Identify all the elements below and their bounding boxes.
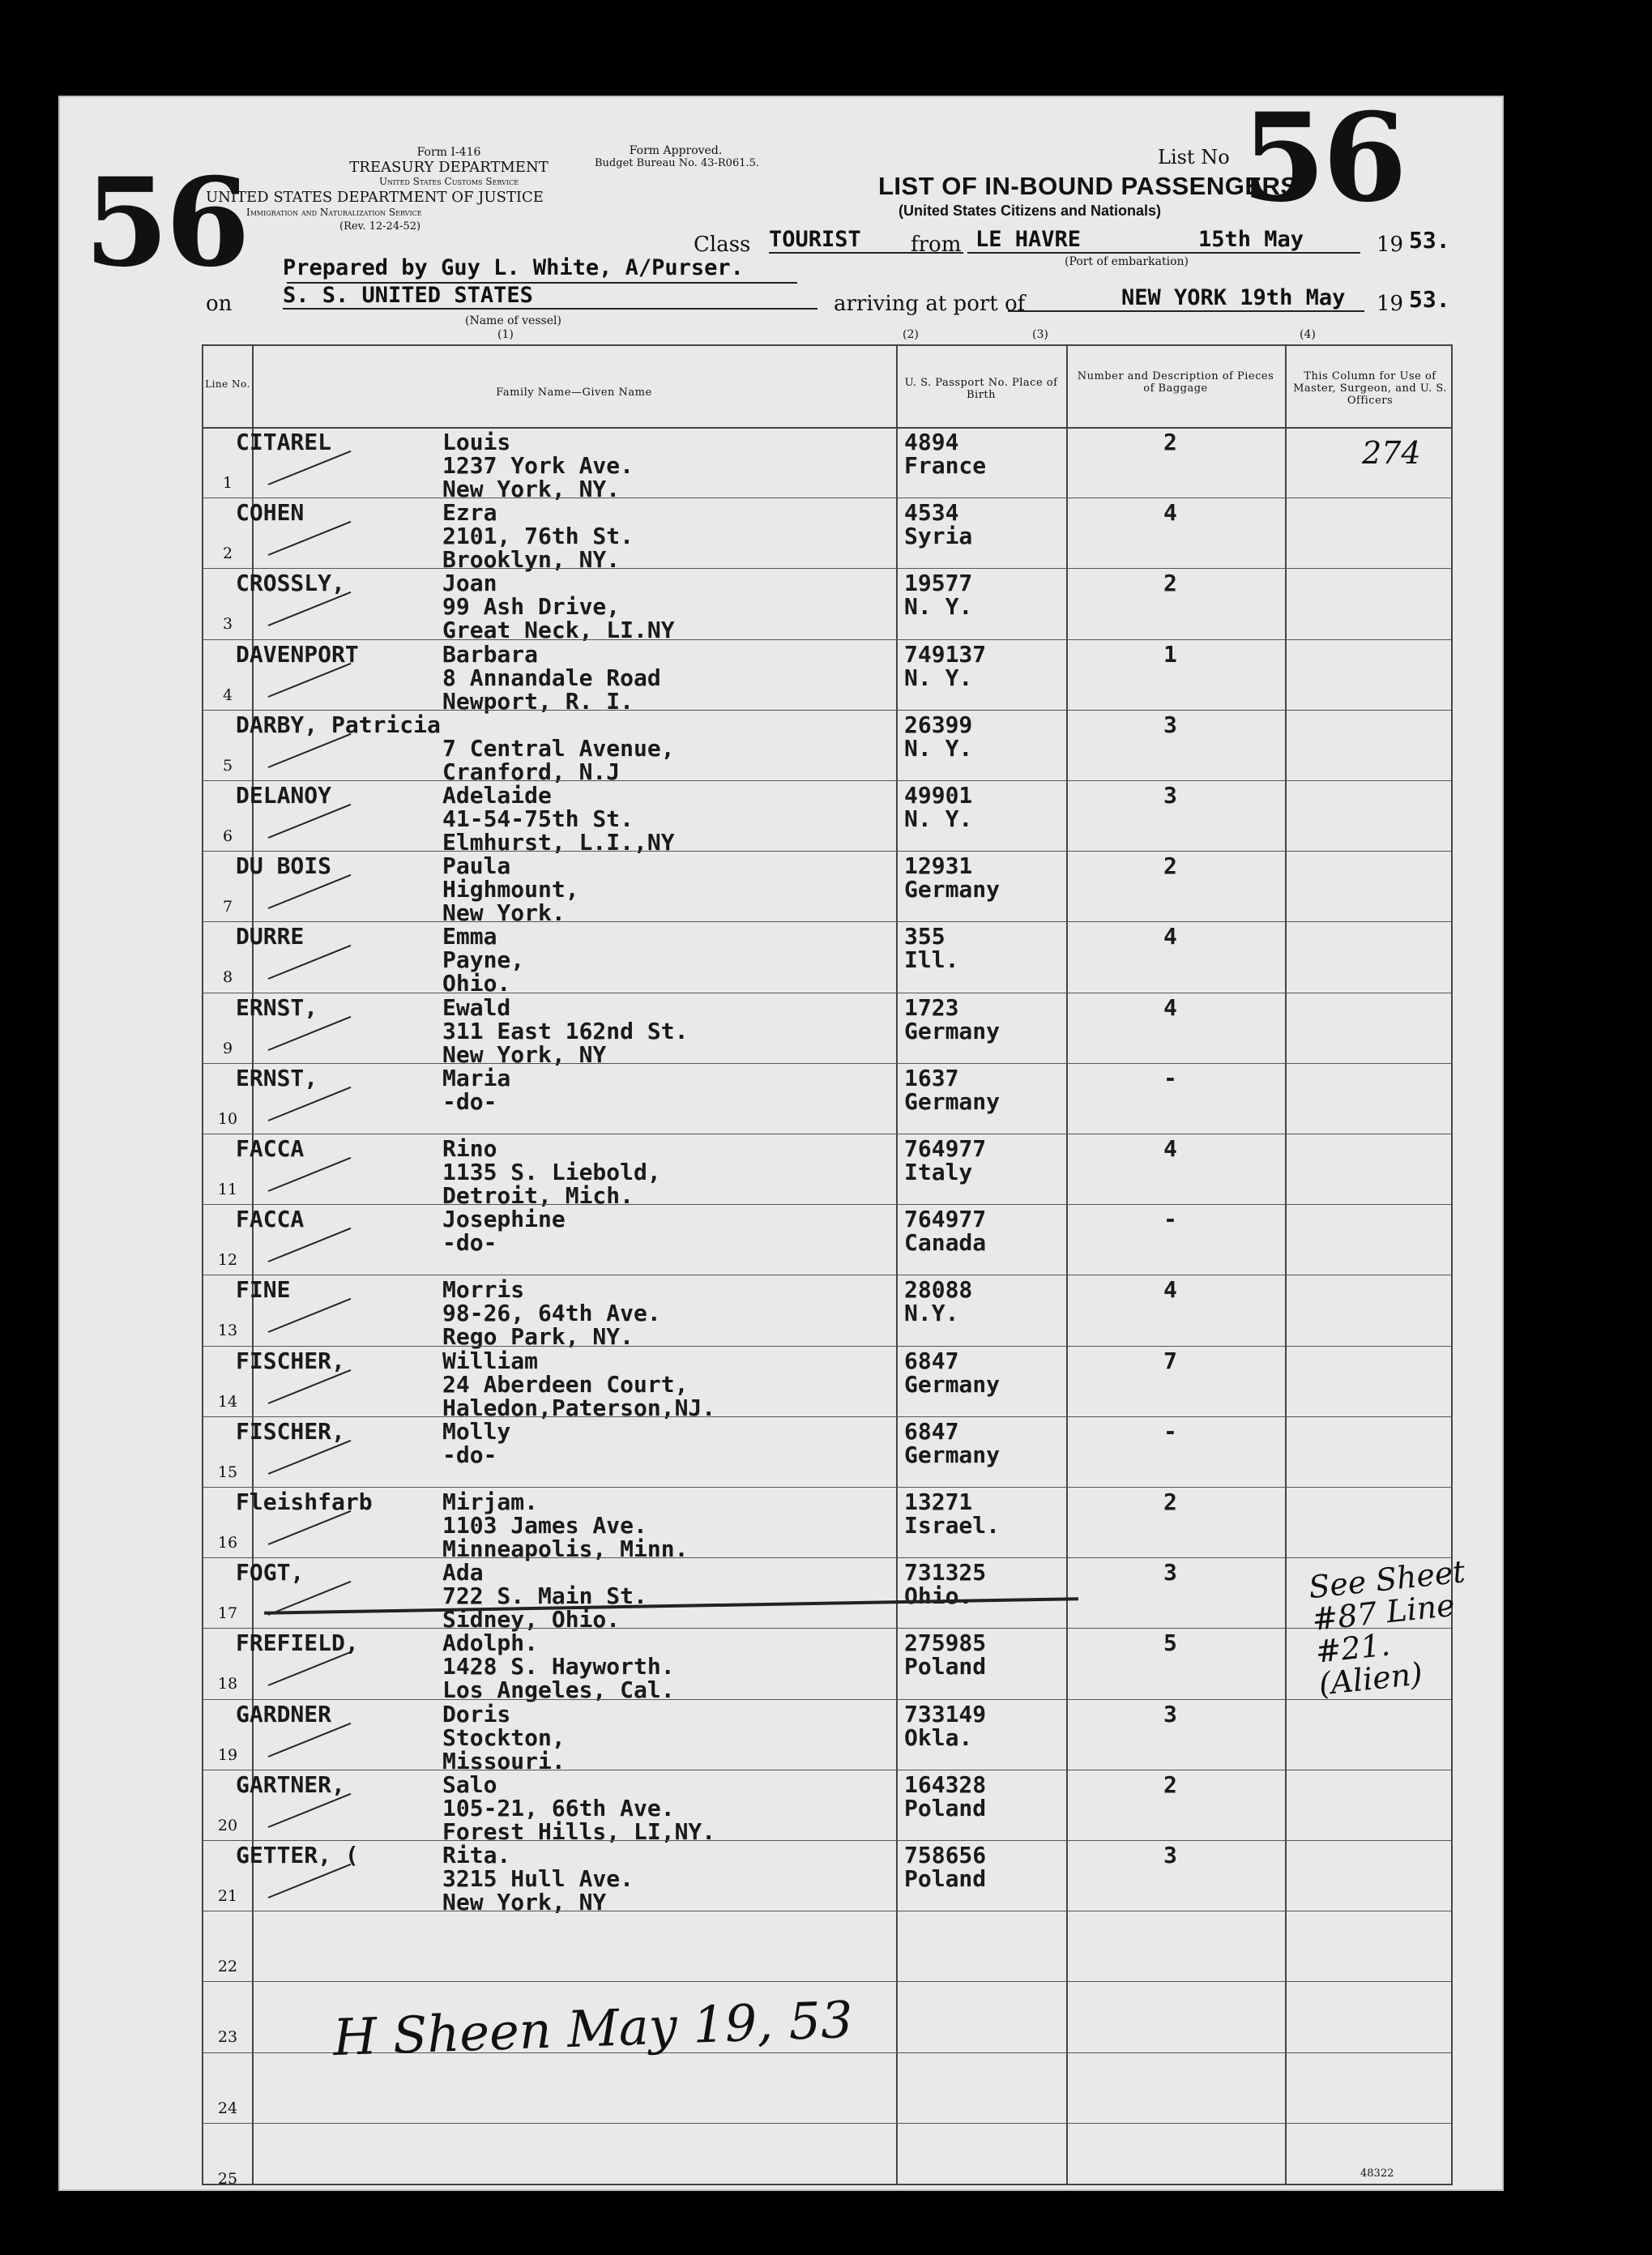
passport-number: 49901 xyxy=(904,782,973,809)
given-name: Molly xyxy=(442,1417,511,1445)
column-1-caption: (1) xyxy=(497,328,514,341)
line-number: 16 xyxy=(217,1534,238,1552)
address-line-1: 98-26, 64th Ave. xyxy=(442,1300,661,1327)
passport-number: 6847 xyxy=(904,1417,959,1445)
address-line-2: Elmhurst, L.I.,NY xyxy=(442,829,675,856)
port-caption: (Port of embarkation) xyxy=(1065,255,1189,268)
family-name: DAVENPORT xyxy=(236,640,359,668)
family-name: GARTNER, xyxy=(236,1770,345,1798)
vessel-caption: (Name of vessel) xyxy=(465,314,561,327)
address-line-1: 41-54-75th St. xyxy=(442,805,634,832)
given-name: Ada xyxy=(442,1559,484,1587)
baggage-count: 4 xyxy=(1163,1135,1177,1162)
check-mark xyxy=(268,1228,352,1262)
family-name: CITAREL xyxy=(236,429,332,455)
class-value: TOURIST xyxy=(769,227,963,254)
check-mark xyxy=(268,1651,352,1686)
form-revision: (Rev. 12-24-52) xyxy=(339,220,421,233)
passport-number: 12931 xyxy=(904,852,973,880)
col-header-officers: This Column for Use of Master, Surgeon, and U. S. Officers xyxy=(1293,370,1447,407)
given-name: Ezra xyxy=(442,499,497,527)
embark-port: LE HAVRE xyxy=(967,227,1194,254)
family-name: FOGT, xyxy=(236,1559,305,1587)
given-name: Doris xyxy=(442,1700,511,1728)
place-of-birth: N.Y. xyxy=(904,1300,959,1327)
address-line-1: 1135 S. Liebold, xyxy=(442,1159,661,1185)
line-number: 20 xyxy=(217,1816,238,1834)
family-name: CROSSLY, xyxy=(236,570,345,597)
class-label: Class xyxy=(694,233,751,257)
line-number: 1 xyxy=(222,474,233,492)
family-name: FISCHER, xyxy=(236,1347,345,1374)
baggage-count: 7 xyxy=(1163,1347,1177,1374)
line-number: 8 xyxy=(222,968,233,987)
address-line-2: Forest Hills, LI,NY. xyxy=(442,1817,716,1845)
line-number: 4 xyxy=(222,685,233,704)
address-line-1: -do- xyxy=(442,1087,497,1115)
address-line-2: Sidney, Ohio. xyxy=(442,1606,621,1634)
place-of-birth: Israel. xyxy=(904,1512,1001,1539)
given-name: Rita. xyxy=(442,1842,511,1868)
baggage-count: 2 xyxy=(1163,429,1177,455)
row-divider xyxy=(203,921,1451,922)
family-name: FACCA xyxy=(236,1206,305,1233)
family-name: Fleishfarb xyxy=(236,1488,373,1515)
baggage-count: - xyxy=(1163,1417,1177,1445)
address-line-2: Brooklyn, NY. xyxy=(442,546,621,574)
budget-bureau: Budget Bureau No. 43-R061.5. xyxy=(595,157,760,169)
line-number: 2 xyxy=(222,545,233,563)
immigration-service: Immigration and Naturalization Service xyxy=(246,207,422,218)
form-code: 48322 xyxy=(1360,2167,1394,2180)
on-label: on xyxy=(206,292,233,316)
given-name: Morris xyxy=(442,1276,525,1304)
given-name: Emma xyxy=(442,923,497,950)
family-name: FREFIELD, xyxy=(236,1629,359,1657)
col-header-baggage: Number and Description of Pieces of Baggage xyxy=(1077,370,1274,395)
check-mark xyxy=(268,1510,352,1545)
passport-number: 6847 xyxy=(904,1347,959,1374)
place-of-birth: Canada xyxy=(904,1229,987,1257)
given-name: Paula xyxy=(442,852,511,880)
given-name: Josephine xyxy=(442,1206,566,1233)
address-line-1: 8 Annandale Road xyxy=(442,664,661,691)
address-line-2: Minneapolis, Minn. xyxy=(442,1535,689,1562)
arrival-year-prefix: 19 xyxy=(1377,292,1404,316)
treasury-dept: TREASURY DEPARTMENT xyxy=(349,159,549,176)
column-divider xyxy=(1285,346,1287,2184)
arriving-label: arriving at port of xyxy=(834,292,1026,316)
form-approved: Form Approved. xyxy=(629,144,723,157)
baggage-count: 4 xyxy=(1163,923,1177,950)
row-divider xyxy=(203,851,1451,852)
address-line-1: 24 Aberdeen Court, xyxy=(442,1370,689,1398)
baggage-count: 3 xyxy=(1163,1700,1177,1728)
line-number: 9 xyxy=(222,1039,233,1057)
check-mark xyxy=(268,1864,352,1898)
baggage-count: 3 xyxy=(1163,782,1177,809)
check-mark xyxy=(268,1369,352,1403)
place-of-birth: Germany xyxy=(904,1370,1001,1398)
row-divider xyxy=(203,1204,1451,1205)
place-of-birth: Poland xyxy=(904,1794,987,1822)
family-name: FACCA xyxy=(236,1135,305,1162)
row-divider xyxy=(203,639,1451,640)
family-name: DURRE xyxy=(236,923,305,950)
form-title: LIST OF IN-BOUND PASSENGERS xyxy=(878,172,1298,200)
address-line-2: Rego Park, NY. xyxy=(442,1323,634,1351)
baggage-count: 2 xyxy=(1163,1488,1177,1515)
address-line-1: 722 S. Main St. xyxy=(442,1582,647,1610)
check-mark xyxy=(268,945,352,980)
passport-number: 731325 xyxy=(904,1559,987,1587)
check-mark xyxy=(268,1793,352,1828)
form-subtitle: (United States Citizens and Nationals) xyxy=(899,203,1162,219)
address-line-1: -do- xyxy=(442,1441,497,1468)
col-header-line: Line No. xyxy=(205,378,250,390)
place-of-birth: Italy xyxy=(904,1159,973,1185)
given-name: William xyxy=(442,1347,539,1374)
from-label: from xyxy=(911,233,962,257)
line-number: 11 xyxy=(217,1181,238,1198)
passport-number: 749137 xyxy=(904,640,987,668)
address-line-1: Highmount, xyxy=(442,876,579,903)
family-name: FISCHER, xyxy=(236,1417,345,1445)
family-name: DARBY, Patricia xyxy=(236,711,441,738)
line-number: 10 xyxy=(217,1109,238,1128)
given-name: Rino xyxy=(442,1135,497,1162)
prepared-by: Prepared by Guy L. White, A/Purser. xyxy=(283,255,744,280)
place-of-birth: N. Y. xyxy=(904,734,973,762)
line-number: 12 xyxy=(217,1251,238,1270)
form-number: Form I-416 xyxy=(416,146,481,159)
vessel-name: S. S. UNITED STATES xyxy=(283,283,817,310)
check-mark xyxy=(268,1440,352,1475)
arrival-port-date: NEW YORK 19th May xyxy=(1008,285,1364,312)
line-number: 5 xyxy=(222,756,233,775)
address-line-1: Stockton, xyxy=(442,1723,566,1751)
passport-number: 28088 xyxy=(904,1276,973,1304)
list-no-label: List No xyxy=(1158,146,1230,169)
justice-dept: UNITED STATES DEPARTMENT OF JUSTICE xyxy=(206,189,544,206)
baggage-count: - xyxy=(1163,1064,1177,1091)
baggage-count: 3 xyxy=(1163,711,1177,738)
passenger-list-sheet xyxy=(58,87,1504,2191)
check-mark xyxy=(268,521,352,556)
family-name: GETTER, ( xyxy=(236,1842,359,1868)
address-line-2: New York, NY xyxy=(442,1889,607,1915)
line-number: 24 xyxy=(217,2099,238,2117)
row-divider xyxy=(203,780,1451,781)
row-divider xyxy=(203,1063,1451,1064)
line-number: 3 xyxy=(222,615,233,634)
check-mark xyxy=(268,733,352,768)
check-mark xyxy=(268,451,352,485)
line-number: 17 xyxy=(217,1604,238,1623)
baggage-count: 2 xyxy=(1163,570,1177,597)
given-name: Louis xyxy=(442,429,511,455)
address-line-2: Detroit, Mich. xyxy=(442,1182,634,1209)
baggage-count: 2 xyxy=(1163,1770,1177,1798)
place-of-birth: Okla. xyxy=(904,1723,973,1751)
row-divider xyxy=(203,427,1451,429)
place-of-birth: N. Y. xyxy=(904,593,973,621)
baggage-count: 5 xyxy=(1163,1629,1177,1657)
given-name: Barbara xyxy=(442,640,539,668)
address-line-1: Payne, xyxy=(442,946,525,974)
line-number: 15 xyxy=(217,1463,238,1481)
baggage-count: 4 xyxy=(1163,1276,1177,1304)
address-line-2: Great Neck, LI.NY xyxy=(442,617,675,644)
given-name: Salo xyxy=(442,1770,497,1798)
alien-sheet-note: See Sheet #87 Line #21. (Alien) xyxy=(1307,1553,1467,1702)
baggage-count: 3 xyxy=(1163,1559,1177,1587)
column-divider xyxy=(1066,346,1068,2184)
address-line-1: 1237 York Ave. xyxy=(442,452,634,479)
family-name: FINE xyxy=(236,1276,291,1304)
given-name: Mirjam. xyxy=(442,1488,539,1515)
address-line-1: 1103 James Ave. xyxy=(442,1512,647,1539)
line-number: 22 xyxy=(217,1958,238,1976)
baggage-count: 2 xyxy=(1163,852,1177,880)
year-prefix: 19 xyxy=(1377,233,1404,257)
place-of-birth: Ill. xyxy=(904,946,959,974)
column-2-caption: (2) xyxy=(903,328,919,341)
row-divider xyxy=(203,1346,1451,1347)
col-header-passport: U. S. Passport No. Place of Birth xyxy=(904,377,1058,401)
line-number: 6 xyxy=(222,827,233,845)
address-line-1: 1428 S. Hayworth. xyxy=(442,1653,675,1681)
passport-number: 1723 xyxy=(904,993,959,1021)
row-divider xyxy=(203,1840,1451,1841)
row-divider xyxy=(203,1981,1451,1982)
check-mark xyxy=(268,1722,352,1757)
place-of-birth: Germany xyxy=(904,1087,1001,1115)
check-mark xyxy=(268,662,352,697)
passport-number: 13271 xyxy=(904,1488,973,1515)
place-of-birth: Poland xyxy=(904,1653,987,1681)
check-mark xyxy=(268,804,352,839)
baggage-count: 1 xyxy=(1163,640,1177,668)
address-line-1: 105-21, 66th Ave. xyxy=(442,1794,675,1822)
row-divider xyxy=(203,1628,1451,1629)
address-line-1: 3215 Hull Ave. xyxy=(442,1865,634,1892)
given-name: Ewald xyxy=(442,993,511,1021)
check-mark xyxy=(268,1015,352,1050)
embark-date: 15th May xyxy=(1194,227,1360,254)
passport-number: 275985 xyxy=(904,1629,987,1657)
stamp-number-left: 56 xyxy=(84,152,247,294)
check-mark xyxy=(268,1157,352,1192)
row-divider xyxy=(203,1487,1451,1488)
address-line-1: 311 East 162nd St. xyxy=(442,1017,689,1044)
passport-number: 764977 xyxy=(904,1206,987,1233)
column-4-caption: (4) xyxy=(1300,328,1316,341)
place-of-birth: Germany xyxy=(904,1017,1001,1044)
address-line-1: 7 Central Avenue, xyxy=(442,734,675,762)
address-line-1: 2101, 76th St. xyxy=(442,523,634,550)
passport-number: 4534 xyxy=(904,499,959,527)
handwritten-signature: H Sheen May 19, 53 xyxy=(331,1989,854,2068)
given-name: Joan xyxy=(442,570,497,597)
check-mark xyxy=(268,1087,352,1121)
passport-number: 355 xyxy=(904,923,946,950)
place-of-birth: Poland xyxy=(904,1865,987,1892)
passport-number: 4894 xyxy=(904,429,959,455)
customs-service: United States Customs Service xyxy=(378,176,519,187)
column-divider xyxy=(896,346,898,2184)
row-divider xyxy=(203,710,1451,711)
line-number: 19 xyxy=(217,1745,238,1764)
line-number: 21 xyxy=(217,1887,238,1905)
address-line-2: Haledon,Paterson,NJ. xyxy=(442,1394,716,1421)
family-name: DU BOIS xyxy=(236,852,332,880)
family-name: DELANOY xyxy=(236,782,332,809)
column-3-caption: (3) xyxy=(1032,328,1048,341)
baggage-count: 3 xyxy=(1163,1842,1177,1868)
row-divider xyxy=(203,568,1451,569)
col-header-name: Family Name—Given Name xyxy=(496,387,652,399)
column-divider xyxy=(252,346,254,2184)
place-of-birth: Syria xyxy=(904,523,973,550)
given-name: Adolph. xyxy=(442,1629,539,1657)
family-name: GARDNER xyxy=(236,1700,332,1728)
passport-number: 1637 xyxy=(904,1064,959,1091)
passport-number: 758656 xyxy=(904,1842,987,1868)
family-name: COHEN xyxy=(236,499,305,527)
baggage-count: 4 xyxy=(1163,499,1177,527)
address-line-1: 99 Ash Drive, xyxy=(442,593,621,621)
row-divider xyxy=(203,2123,1451,2124)
form-header-block xyxy=(327,146,570,187)
address-line-2: New York. xyxy=(442,899,566,927)
place-of-birth: Germany xyxy=(904,1441,1001,1468)
passport-number: 164328 xyxy=(904,1770,987,1798)
address-line-2: Cranford, N.J xyxy=(442,758,621,785)
row-divider xyxy=(203,1557,1451,1558)
line-number: 18 xyxy=(217,1675,238,1693)
row-divider xyxy=(203,1416,1451,1417)
row-divider xyxy=(203,1699,1451,1700)
place-of-birth: N. Y. xyxy=(904,805,973,832)
line-number: 7 xyxy=(222,898,233,916)
place-of-birth: Ohio. xyxy=(904,1582,973,1610)
address-line-2: Newport, R. I. xyxy=(442,687,634,715)
line-number: 14 xyxy=(217,1392,238,1411)
stamp-number-right: 56 xyxy=(1241,87,1404,229)
place-of-birth: France xyxy=(904,452,987,479)
place-of-birth: N. Y. xyxy=(904,664,973,691)
family-name: ERNST, xyxy=(236,1064,318,1091)
arrival-year: 53. xyxy=(1409,286,1450,313)
line-number: 13 xyxy=(217,1322,238,1340)
embark-year: 53. xyxy=(1409,227,1450,254)
address-line-2: New York, NY. xyxy=(442,476,621,502)
check-mark xyxy=(268,874,352,909)
given-name: Adelaide xyxy=(442,782,552,809)
address-line-1: -do- xyxy=(442,1229,497,1257)
passport-number: 733149 xyxy=(904,1700,987,1728)
baggage-count: - xyxy=(1163,1206,1177,1233)
address-line-2: Ohio. xyxy=(442,970,511,997)
passport-number: 764977 xyxy=(904,1135,987,1162)
passport-number: 26399 xyxy=(904,711,973,738)
address-line-2: New York, NY xyxy=(442,1040,607,1068)
officer-note: 274 xyxy=(1362,435,1421,471)
line-number: 23 xyxy=(217,2028,238,2047)
place-of-birth: Germany xyxy=(904,876,1001,903)
family-name: ERNST, xyxy=(236,993,318,1021)
passport-number: 19577 xyxy=(904,570,973,597)
approval-block xyxy=(595,144,760,169)
passenger-table xyxy=(202,344,1467,2188)
line-number: 25 xyxy=(217,2169,238,2188)
check-mark xyxy=(268,1298,352,1333)
address-line-2: Missouri. xyxy=(442,1747,566,1775)
given-name: Maria xyxy=(442,1064,511,1091)
address-line-2: Los Angeles, Cal. xyxy=(442,1676,675,1704)
check-mark xyxy=(268,592,352,626)
baggage-count: 4 xyxy=(1163,993,1177,1021)
